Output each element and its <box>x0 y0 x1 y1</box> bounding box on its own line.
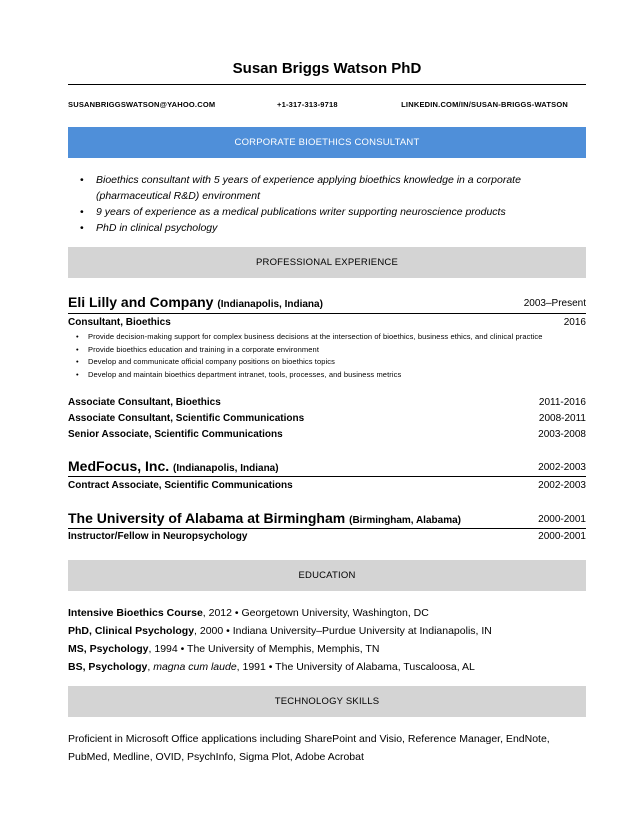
employer-divider <box>68 313 586 314</box>
technology-text: Proficient in Microsoft Office applications including SharePoint and Visio, Reference Manager, EndNote, PubMed, Medline, OVID, PsychInfo, Sigma Plot, Adobe Acrobat <box>68 733 550 763</box>
degree: MS, Psychology <box>68 643 149 655</box>
duty-item: • Develop and communicate official company positions on bioethics topics <box>68 356 586 369</box>
employer-uab <box>68 510 586 526</box>
role-title: Contract Associate, Scientific Communications <box>68 480 293 491</box>
summary-heading: CORPORATE BIOETHICS CONSULTANT <box>68 127 586 158</box>
technology-heading: TECHNOLOGY SKILLS <box>68 686 586 717</box>
education-entry: BS, Psychology, magna cum laude, 1991 • The University of Alabama, Tuscaloosa, AL <box>68 661 475 673</box>
education-list <box>68 604 586 676</box>
role-title: Associate Consultant, Scientific Communications <box>68 413 305 424</box>
duty-item: • Provide decision-making support for complex business decisions at the intersection of bioethics, business ethics, and clinical practice <box>68 331 586 344</box>
employer-name: Eli Lilly and Company <box>68 294 214 310</box>
employer-location: (Indianapolis, Indiana) <box>173 463 279 474</box>
summary-item: • PhD in clinical psychology <box>68 220 586 236</box>
linkedin-link[interactable]: LINKEDIN.COM/IN/SUSAN-BRIGGS-WATSON <box>401 100 568 109</box>
duties-list <box>68 331 586 381</box>
role-dates: 2003-2008 <box>538 429 586 440</box>
role-dates: 2011-2016 <box>538 397 586 408</box>
summary-item: • 9 years of experience as a medical publications writer supporting neuroscience products <box>68 204 586 220</box>
role-row <box>68 317 586 328</box>
role-row <box>68 413 586 424</box>
degree-details: , 1991 • The University of Alabama, Tuscaloosa, AL <box>236 661 475 673</box>
education-entry <box>68 622 586 640</box>
employer-dates: 2002-2003 <box>538 462 586 473</box>
degree: Intensive Bioethics Course <box>68 607 203 619</box>
employer-dates: 2003–Present <box>523 298 586 309</box>
duty-item: • Develop and maintain bioethics department intranet, tools, processes, and business metrics <box>68 369 586 382</box>
summary-item: • Bioethics consultant with 5 years of experience applying bioethics knowledge in a corporate (pharmaceutical R&D) environment <box>68 172 586 204</box>
role-title: Consultant, Bioethics <box>68 317 171 328</box>
education-heading: EDUCATION <box>68 560 586 591</box>
employer-name: MedFocus, Inc. <box>68 458 170 474</box>
role-dates: 2000-2001 <box>538 531 586 542</box>
role-row <box>68 480 586 491</box>
degree-details: , 1994 • The University of Memphis, Memphis, TN <box>148 643 380 655</box>
summary-list <box>68 172 586 236</box>
candidate-name: Susan Briggs Watson PhD <box>232 60 422 77</box>
experience-heading: PROFESSIONAL EXPERIENCE <box>68 247 586 278</box>
degree: PhD, Clinical Psychology <box>68 625 195 637</box>
employer-dates: 2000-2001 <box>538 514 586 525</box>
employer-location: (Birmingham, Alabama) <box>349 515 461 526</box>
email-link[interactable]: SUSANBRIGGSWATSON@YAHOO.COM <box>68 100 216 109</box>
degree: BS, Psychology <box>68 661 148 673</box>
education-entry <box>68 640 586 658</box>
phone-number: +1-317-313-9718 <box>277 100 338 109</box>
role-row <box>68 531 586 542</box>
education-entry <box>68 604 586 622</box>
role-row <box>68 397 586 408</box>
employer-lilly <box>68 294 586 310</box>
degree-details: , 2000 • Indiana University–Purdue University at Indianapolis, IN <box>194 625 492 637</box>
employer-medfocus <box>68 458 586 474</box>
role-dates: 2002-2003 <box>538 480 586 491</box>
employer-divider <box>68 476 586 477</box>
role-title: Associate Consultant, Bioethics <box>68 397 221 408</box>
degree-details: , 2012 • Georgetown University, Washington, DC <box>202 607 429 619</box>
header-divider <box>68 84 586 85</box>
role-dates: 2008-2011 <box>538 413 586 424</box>
employer-divider <box>68 528 586 529</box>
duty-item: • Provide bioethics education and training in a corporate environment <box>68 344 586 357</box>
role-title: Instructor/Fellow in Neuropsychology <box>68 531 248 542</box>
role-dates: 2016 <box>563 317 586 328</box>
role-row <box>68 429 586 440</box>
employer-name: The University of Alabama at Birmingham <box>68 510 346 526</box>
employer-location: (Indianapolis, Indiana) <box>217 299 323 310</box>
degree-honors: magna cum laude <box>153 661 237 673</box>
role-title: Senior Associate, Scientific Communications <box>68 429 283 440</box>
